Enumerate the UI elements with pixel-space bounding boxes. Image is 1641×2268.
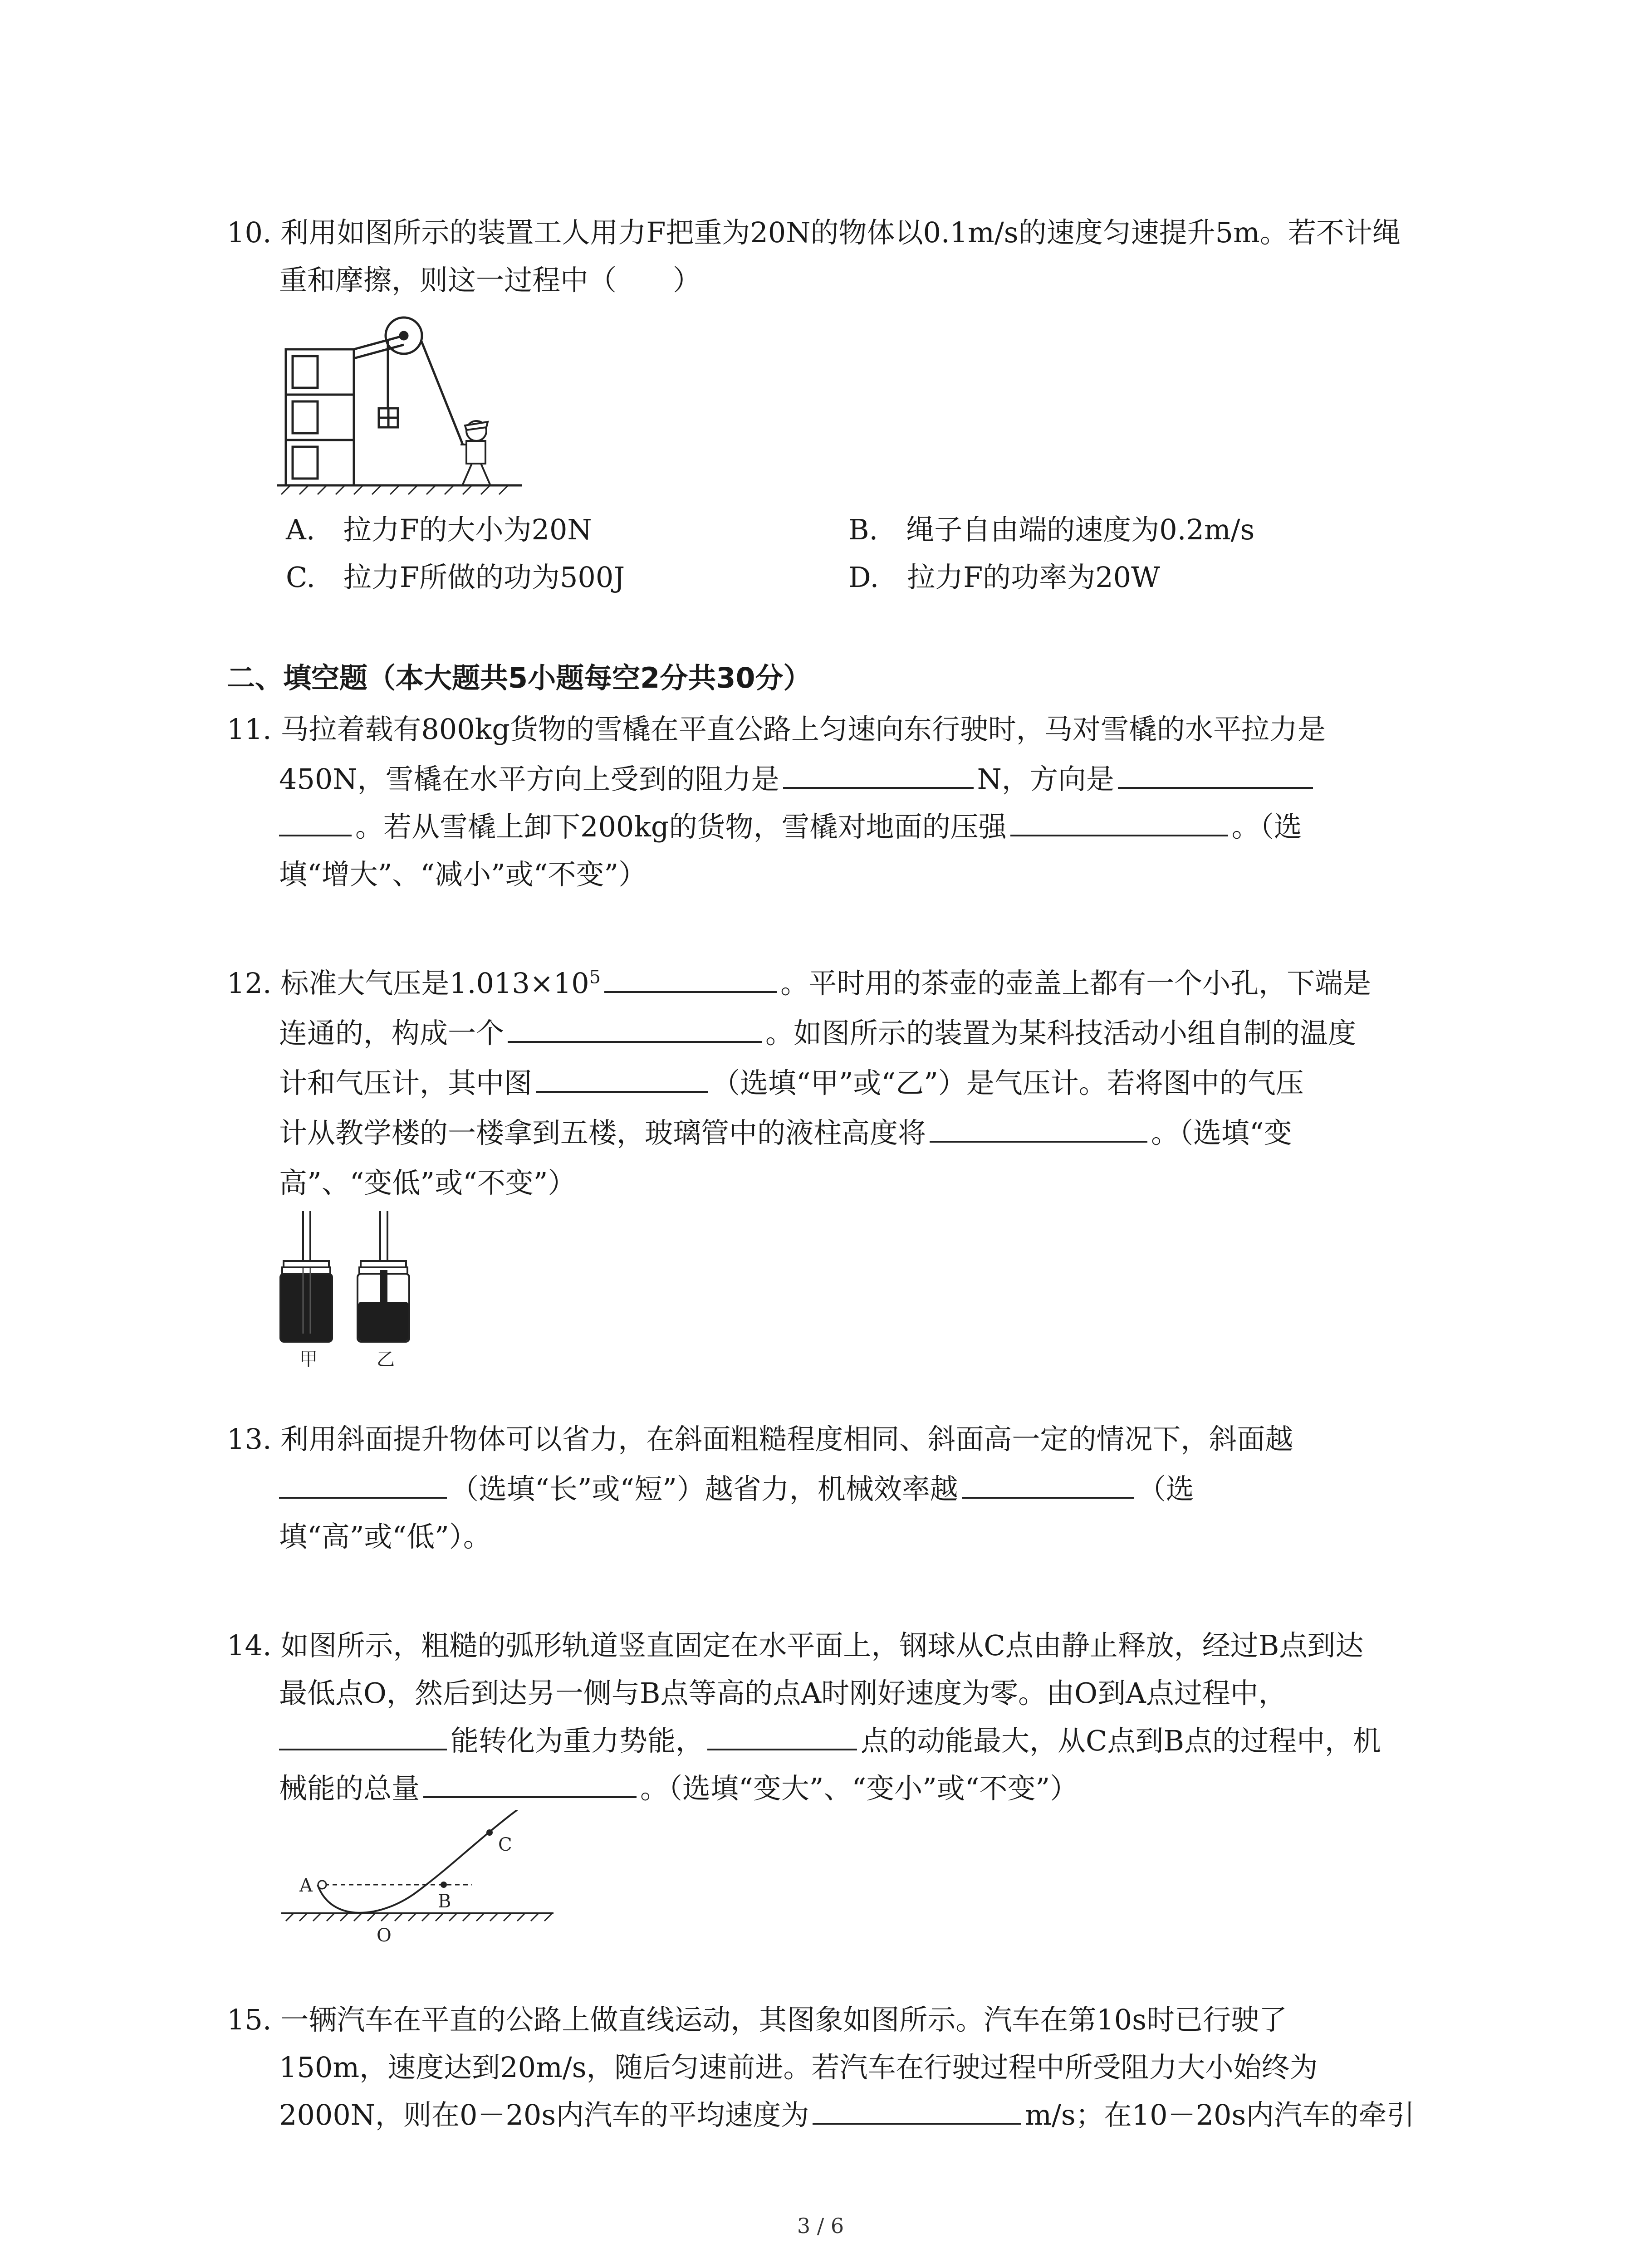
q11-blank-2[interactable] <box>1118 760 1313 789</box>
label-o: O <box>377 1925 392 1946</box>
q13-text-1: 利用斜面提升物体可以省力，在斜面粗糙程度相同、斜面高一定的情况下，斜面越 <box>280 1422 1293 1456</box>
q11-number: 11. <box>227 713 272 746</box>
q11-line-2 <box>279 760 1317 799</box>
q12-text-4b: 。（选填“变 <box>1151 1116 1292 1149</box>
jar-yi-icon <box>358 1211 409 1342</box>
q12-text-4a: 计从教学楼的一楼拿到五楼，玻璃管中的液柱高度将 <box>279 1116 926 1149</box>
q11-line-3 <box>279 807 1302 846</box>
q12-line-5: 高”、“变低”或“不变”） <box>279 1166 576 1199</box>
q10-option-a[interactable]: A. 拉力F的大小为20N <box>286 513 592 546</box>
q10-text-1: 利用如图所示的装置工人用力F把重为20N的物体以0.1m/s的速度匀速提升5m。若不计绳 <box>280 216 1401 249</box>
q14-text-3a: 能转化为重力势能， <box>451 1724 704 1757</box>
q14-text-1: 如图所示，粗糙的弧形轨道竖直固定在水平面上，钢球从C点由静止释放，经过B点到达 <box>280 1629 1364 1662</box>
q13-line-2 <box>279 1470 1194 1509</box>
fig-label-jia: 甲 <box>299 1349 318 1370</box>
q12-text-1b: 。平时用的茶壶的壶盖上都有一个小孔，下端是 <box>780 967 1372 1000</box>
q10-number: 10. <box>227 216 272 249</box>
q12-exponent: 5 <box>589 967 601 988</box>
page-number: 3 / 6 <box>797 2214 844 2238</box>
q14-blank-2[interactable] <box>707 1721 857 1750</box>
point-b-icon <box>441 1882 447 1888</box>
q10-line-1 <box>227 213 1401 252</box>
q15-text-3b: m/s；在10－20s内汽车的牵引 <box>1025 2098 1415 2131</box>
q10-option-d[interactable]: D. 拉力F的功率为20W <box>848 561 1160 594</box>
worker-icon <box>460 421 490 484</box>
q11-blank-2-cont[interactable] <box>279 807 352 836</box>
q15-line-3 <box>279 2096 1415 2135</box>
q11-blank-1[interactable] <box>783 760 974 789</box>
q12-blank-1[interactable] <box>604 964 777 993</box>
q12-blank-2[interactable] <box>508 1014 762 1043</box>
q12-blank-3[interactable] <box>536 1064 708 1093</box>
q11-blank-3[interactable] <box>1010 807 1228 836</box>
q15-line-2: 150m，速度达到20m/s，随后匀速前进。若汽车在行驶过程中所受阻力大小始终为 <box>279 2051 1318 2084</box>
q12-text-3b: （选填“甲”或“乙”）是气压计。若将图中的气压 <box>712 1066 1304 1100</box>
q15-text-3a: 2000N，则在0－20s内汽车的平均速度为 <box>279 2098 809 2131</box>
point-c-icon <box>486 1829 493 1836</box>
q15-text-1: 一辆汽车在平直的公路上做直线运动，其图象如图所示。汽车在第10s时已行驶了 <box>280 2003 1288 2036</box>
q14-track-figure <box>281 1810 563 1950</box>
q11-line-4: 填“增大”、“减小”或“不变”） <box>279 858 647 891</box>
q11-text-3a: 。若从雪橇上卸下200kg的货物，雪橇对地面的压强 <box>355 810 1007 843</box>
jar-jia-icon <box>280 1211 332 1342</box>
q15-blank-1[interactable] <box>813 2096 1021 2125</box>
q12-text-2a: 连通的，构成一个 <box>279 1017 505 1050</box>
q12-blank-4[interactable] <box>930 1114 1147 1143</box>
q13-number: 13. <box>227 1422 272 1456</box>
q12-line-3 <box>279 1064 1304 1103</box>
q14-blank-1[interactable] <box>279 1721 447 1750</box>
q15-number: 15. <box>227 2003 272 2036</box>
q11-line-1 <box>227 710 1326 749</box>
q14-text-4b: 。（选填“变大”、“变小”或“不变”） <box>640 1772 1078 1805</box>
q12-line-4 <box>279 1114 1292 1153</box>
q14-text-4a: 械能的总量 <box>279 1772 420 1805</box>
q12-text-3a: 计和气压计，其中图 <box>279 1066 533 1100</box>
q10-option-b[interactable]: B. 绳子自由端的速度为0.2m/s <box>848 513 1255 546</box>
q14-line-3 <box>279 1721 1381 1760</box>
q13-text-2b: （选 <box>1137 1472 1194 1505</box>
arc-track <box>318 1810 517 1913</box>
q11-text-1: 马拉着载有800kg货物的雪橇在平直公路上匀速向东行驶时，马对雪橇的水平拉力是 <box>280 713 1326 746</box>
q10-pulley-figure <box>277 308 531 499</box>
q14-number: 14. <box>227 1629 272 1662</box>
q12-text-1a: 标准大气压是1.013×10 <box>280 967 589 1000</box>
q13-blank-2[interactable] <box>962 1470 1134 1499</box>
q15-line-1 <box>227 2000 1287 2039</box>
q11-text-2b: N，方向是 <box>977 763 1114 796</box>
q13-line-3: 填“高”或“低”）。 <box>279 1520 491 1553</box>
q10-line-2: 重和摩擦，则这一过程中（ ） <box>279 264 701 297</box>
q14-line-4 <box>279 1769 1078 1808</box>
q13-blank-1[interactable] <box>279 1470 447 1499</box>
point-a-icon <box>318 1881 326 1889</box>
q13-text-2a: （选填“长”或“短”）越省力，机械效率越 <box>451 1472 958 1505</box>
fig-label-yi: 乙 <box>377 1349 395 1370</box>
q14-line-1 <box>227 1626 1363 1665</box>
q11-text-2a: 450N，雪橇在水平方向上受到的阻力是 <box>279 763 779 796</box>
q11-text-3b: 。（选 <box>1231 810 1302 843</box>
section-2-heading: 二、填空题（本大题共5小题每空2分共30分） <box>227 661 812 694</box>
q12-barometer-figure <box>272 1211 436 1374</box>
q14-line-2: 最低点O，然后到达另一侧与B点等高的点A时刚好速度为零。由O到A点过程中， <box>279 1677 1287 1710</box>
q12-number: 12. <box>227 967 272 1000</box>
label-a: A <box>299 1875 313 1896</box>
label-c: C <box>498 1834 512 1855</box>
label-b: B <box>438 1891 451 1912</box>
q14-blank-3[interactable] <box>423 1769 637 1798</box>
q10-option-c[interactable]: C. 拉力F所做的功为500J <box>286 561 625 594</box>
q13-line-1 <box>227 1420 1293 1459</box>
q12-text-2b: 。如图所示的装置为某科技活动小组自制的温度 <box>765 1017 1357 1050</box>
q14-text-3b: 点的动能最大，从C点到B点的过程中，机 <box>861 1724 1381 1757</box>
q12-line-2 <box>279 1014 1356 1053</box>
q12-line-1 <box>227 964 1371 1003</box>
